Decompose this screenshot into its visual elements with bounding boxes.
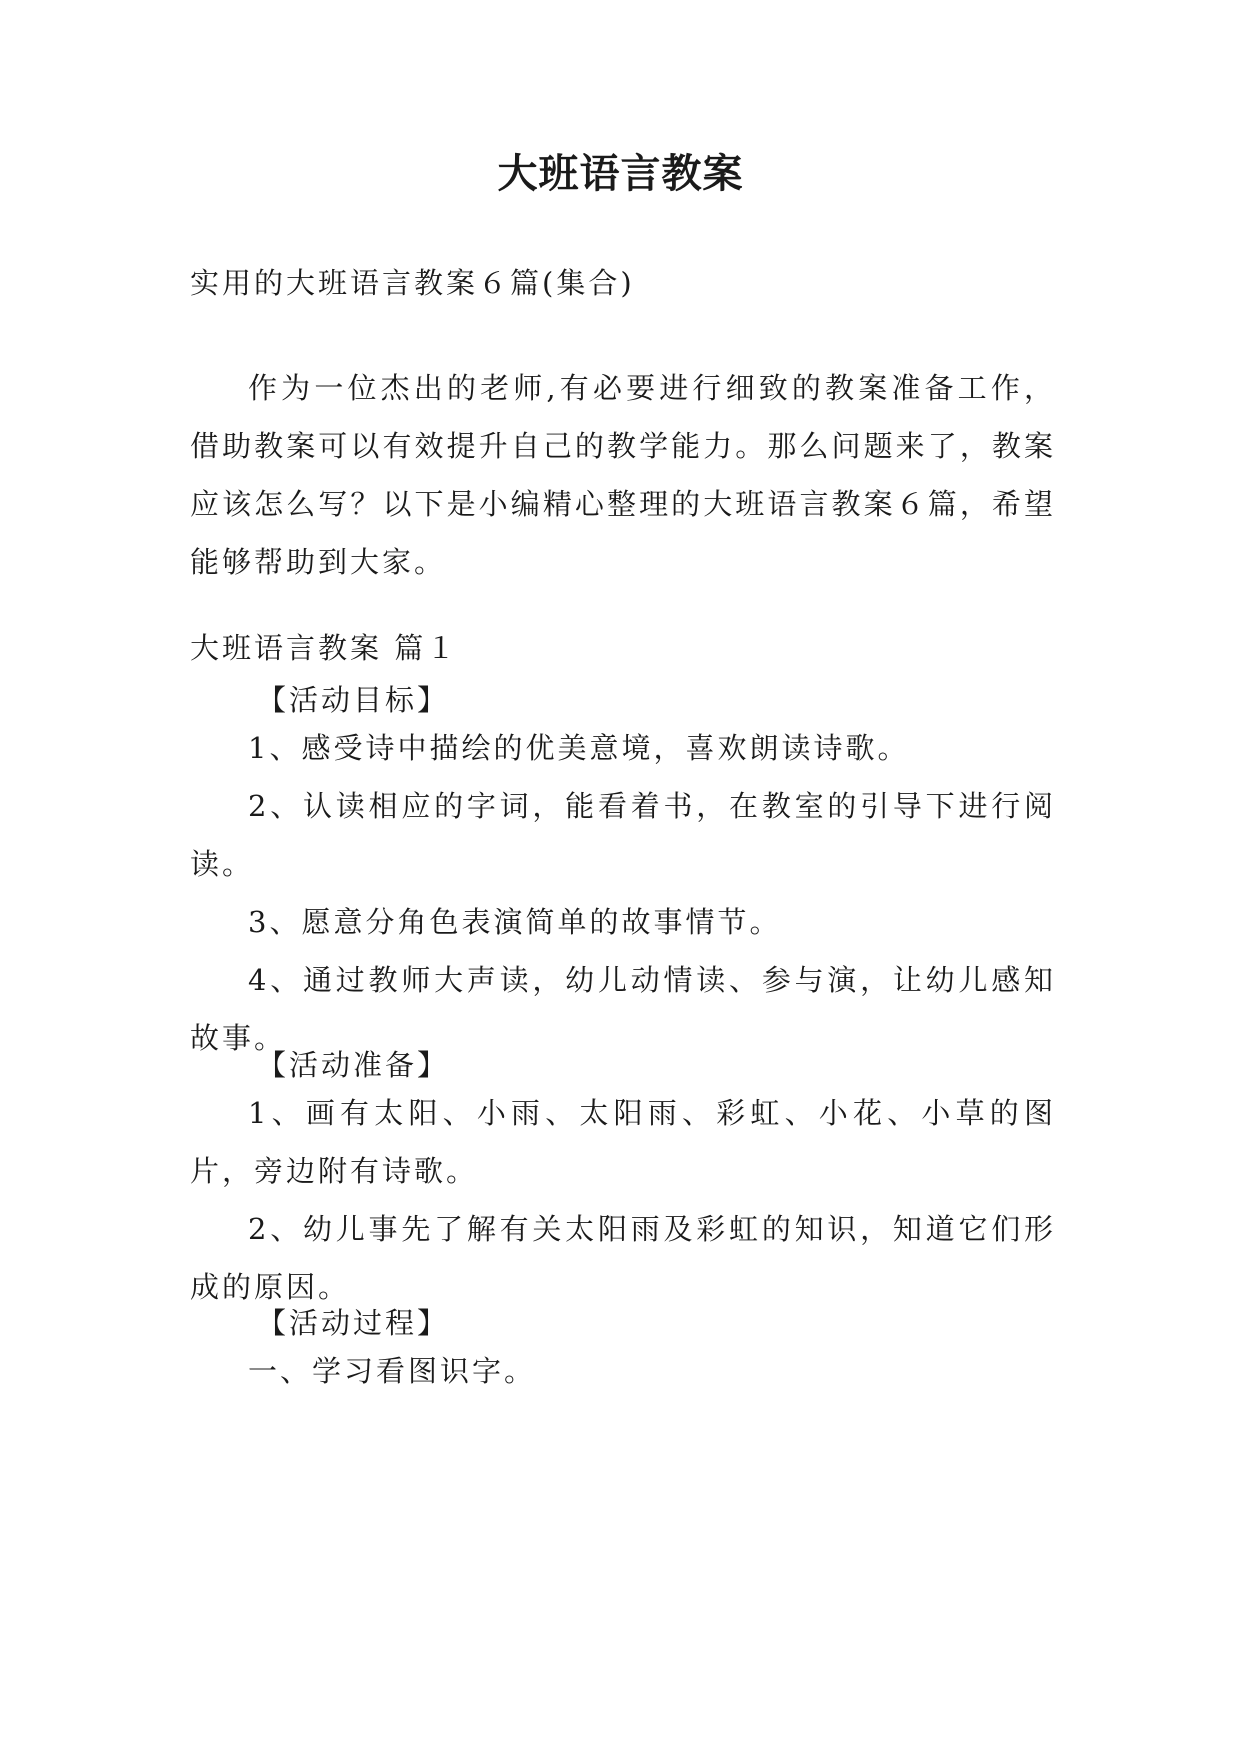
process-heading: 【活动过程】 <box>257 1306 450 1340</box>
prep-heading: 【活动准备】 <box>257 1048 450 1082</box>
goals-heading: 【活动目标】 <box>257 683 450 717</box>
section-heading: 大班语言教案 篇１ <box>190 631 459 665</box>
prep-item-1: 1、画有太阳、小雨、太阳雨、彩虹、小花、小草的图片，旁边附有诗歌。 <box>190 1096 1056 1188</box>
goal-item-2: 2、认读相应的字词，能看着书，在教室的引导下进行阅读。 <box>190 789 1056 881</box>
document-title: 大班语言教案 <box>497 150 744 197</box>
goal-item-1: 1、感受诗中描绘的优美意境，喜欢朗读诗歌。 <box>248 731 910 765</box>
intro-paragraph: 作为一位杰出的老师,有必要进行细致的教案准备工作，借助教案可以有效提升自己的教学能力。那么问题来了，教案应该怎么写？以下是小编精心整理的大班语言教案６篇，希望能够帮助到大家。 <box>190 371 1056 579</box>
goal-item-4: 4、通过教师大声读，幼儿动情读、参与演，让幼儿感知故事。 <box>190 963 1056 1055</box>
prep-item-2: 2、幼儿事先了解有关太阳雨及彩虹的知识，知道它们形成的原因。 <box>190 1212 1056 1304</box>
document-subtitle: 实用的大班语言教案６篇(集合) <box>190 266 635 300</box>
process-item-1: 一、学习看图识字。 <box>248 1354 537 1388</box>
goal-item-3: 3、愿意分角色表演简单的故事情节。 <box>248 905 782 939</box>
